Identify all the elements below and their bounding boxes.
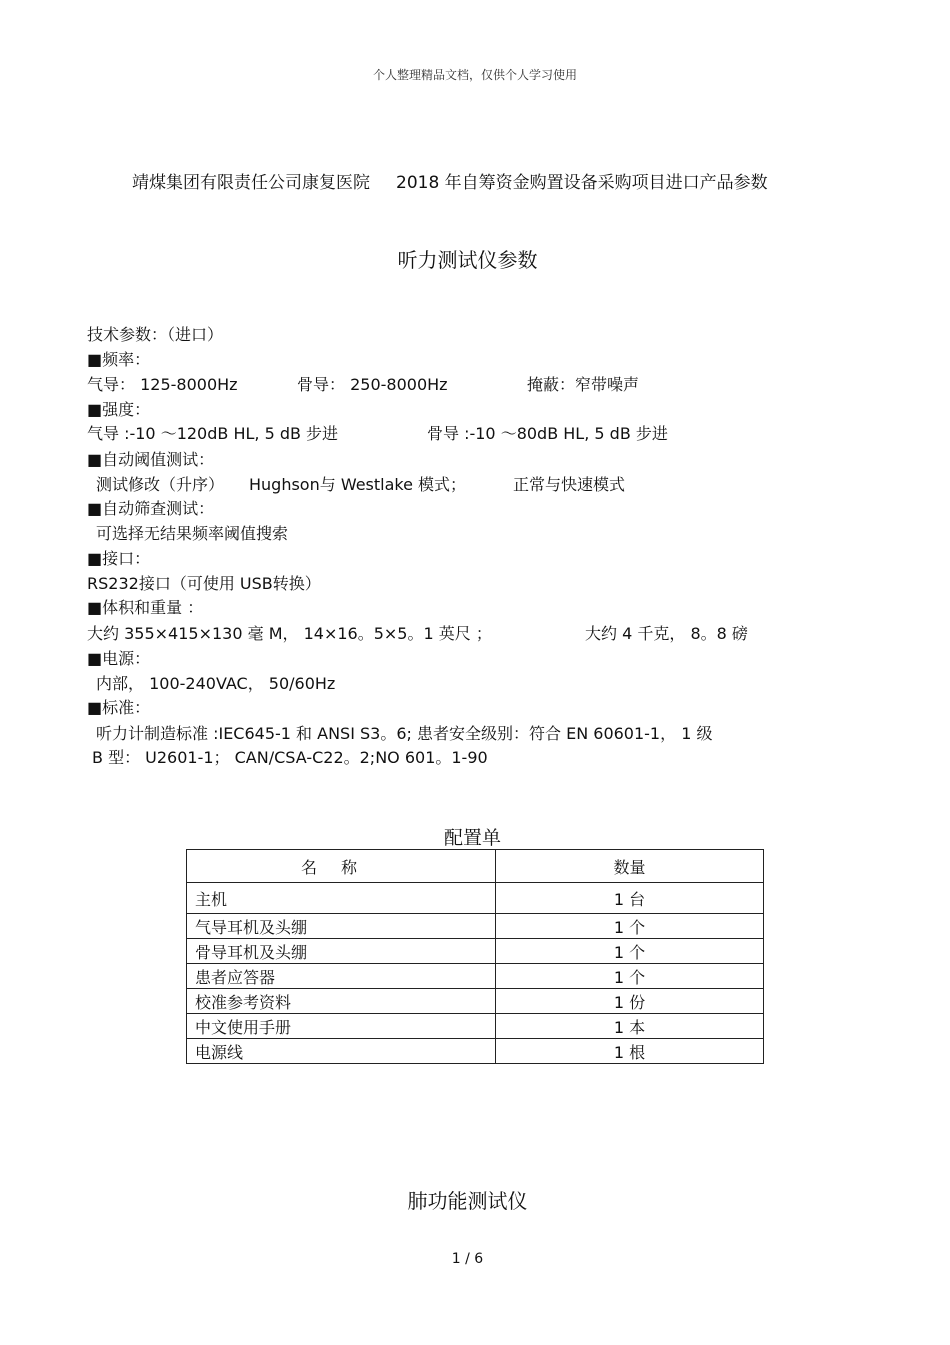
table-row bbox=[187, 989, 764, 1014]
table-row bbox=[187, 1014, 764, 1039]
spec-weight-text: 大约 4 千克， 8。8 磅 bbox=[585, 624, 748, 643]
spec-power-heading: ■电源： bbox=[87, 649, 151, 668]
spec-standard-text-2: B 型： U2601-1； CAN/CSA-C22。2;NO 601。1-90 bbox=[92, 748, 488, 767]
config-item-name: 气导耳机及头绷 bbox=[187, 914, 496, 939]
spec-interface-text: RS232接口（可使用 USB转换） bbox=[87, 574, 321, 593]
config-item-quantity: 1 本 bbox=[496, 1014, 764, 1039]
spec-interface-heading: ■接口： bbox=[87, 549, 151, 568]
config-item-name: 电源线 bbox=[187, 1039, 496, 1064]
spec-standard-text-1: 听力计制造标准 :IEC645-1 和 ANSI S3。6; 患者安全级别：符合 EN 60601-1， 1 级 bbox=[96, 724, 713, 743]
spec-intensity-heading: ■强度： bbox=[87, 400, 151, 419]
config-item-name: 骨导耳机及头绷 bbox=[187, 939, 496, 964]
table-row bbox=[187, 1039, 764, 1064]
spec-size-line bbox=[87, 624, 748, 644]
spec-frequency-air: 气导： 125-8000Hz bbox=[87, 375, 238, 394]
config-item-name: 中文使用手册 bbox=[187, 1014, 496, 1039]
config-item-quantity: 1 个 bbox=[496, 964, 764, 989]
config-table-caption: 配置单 bbox=[443, 827, 501, 849]
config-item-quantity: 1 台 bbox=[496, 883, 764, 914]
document-title bbox=[132, 168, 768, 193]
spec-standard-heading: ■标准： bbox=[87, 698, 151, 717]
page-number: 1 / 6 bbox=[451, 1251, 484, 1267]
spec-frequency-mask: 掩蔽：窄带噪声 bbox=[527, 375, 640, 394]
spec-screening-heading: ■自动筛查测试： bbox=[87, 499, 215, 518]
spec-intensity-bone: 骨导 :-10 ～80dB HL, 5 dB 步进 bbox=[427, 424, 668, 443]
config-item-quantity: 1 个 bbox=[496, 939, 764, 964]
spec-auto-threshold-line bbox=[96, 475, 625, 495]
spec-intensity-air: 气导 :-10 ～120dB HL, 5 dB 步进 bbox=[87, 424, 339, 443]
spec-screening-text: 可选择无结果频率阈值搜索 bbox=[96, 524, 289, 543]
config-table bbox=[186, 849, 764, 1064]
spec-size-heading: ■体积和重量 ： bbox=[87, 598, 204, 617]
document-title-org: 靖煤集团有限责任公司康复医院 bbox=[132, 173, 370, 193]
spec-auto-threshold-method: Hughson与 Westlake 模式； bbox=[249, 475, 467, 494]
config-item-name: 患者应答器 bbox=[187, 964, 496, 989]
config-header-quantity: 数量 bbox=[496, 850, 764, 883]
spec-power-text: 内部， 100-240VAC， 50/60Hz bbox=[96, 674, 336, 693]
spec-auto-threshold-mode: 测试修改（升序） bbox=[96, 475, 225, 494]
config-item-quantity: 1 根 bbox=[496, 1039, 764, 1064]
spec-frequency-bone: 骨导： 250-8000Hz bbox=[297, 375, 448, 394]
header-note: 个人整理精品文档，仅供个人学习使用 bbox=[372, 68, 577, 82]
config-table-header-row bbox=[187, 850, 764, 883]
config-item-name: 主机 bbox=[187, 883, 496, 914]
document-title-project: 2018 年自筹资金购置设备采购项目进口产品参数 bbox=[396, 173, 768, 193]
spec-frequency-heading: ■频率： bbox=[87, 350, 151, 369]
spec-size-text: 大约 355×415×130 毫 M， 14×16。5×5。1 英尺 ； bbox=[87, 624, 492, 643]
config-item-quantity: 1 个 bbox=[496, 914, 764, 939]
config-item-name: 校准参考资料 bbox=[187, 989, 496, 1014]
config-item-quantity: 1 份 bbox=[496, 989, 764, 1014]
spec-intro: 技术参数：（进口） bbox=[87, 325, 224, 344]
section-title-spirometer: 肺功能测试仪 bbox=[407, 1189, 528, 1213]
table-row bbox=[187, 964, 764, 989]
spec-auto-threshold-heading: ■自动阈值测试： bbox=[87, 450, 215, 469]
config-header-name: 名称 bbox=[187, 850, 496, 883]
spec-auto-threshold-speed: 正常与快速模式 bbox=[513, 475, 626, 494]
table-row bbox=[187, 939, 764, 964]
spec-frequency-line bbox=[87, 375, 639, 395]
section-title-audiometer: 听力测试仪参数 bbox=[397, 248, 538, 272]
spec-intensity-line bbox=[87, 424, 668, 444]
table-row bbox=[187, 914, 764, 939]
table-row bbox=[187, 883, 764, 914]
